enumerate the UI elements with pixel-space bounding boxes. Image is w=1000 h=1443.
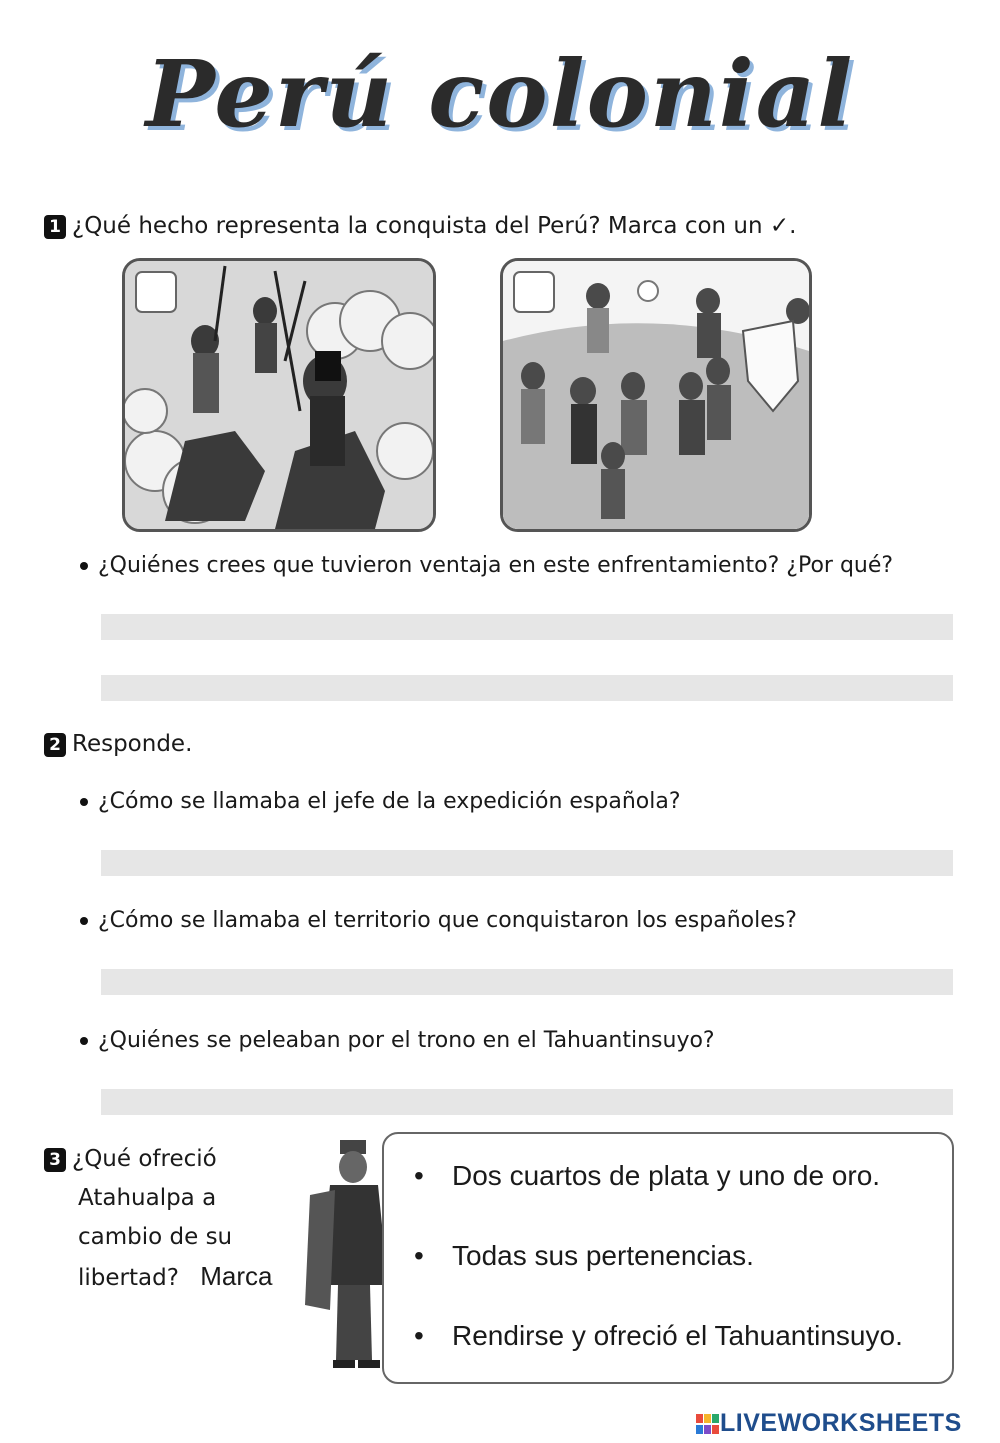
q3-line: ¿Qué ofreció: [72, 1146, 217, 1172]
q3-line: cambio de su: [78, 1224, 233, 1250]
answer-line-q1-a[interactable]: [101, 614, 953, 640]
liveworksheets-logo: [696, 1409, 996, 1439]
question-3: [44, 1140, 294, 1298]
answer-line-q2-1[interactable]: [101, 850, 953, 876]
conquest-illustration: [500, 258, 812, 532]
question-1-text: ¿Qué hecho representa la conquista del Perú? Marca con un ✓.: [72, 213, 797, 239]
q3-option-text: Rendirse y ofreció el Tahuantinsuyo.: [452, 1320, 903, 1351]
q3-line: libertad?: [78, 1265, 179, 1291]
question-number-2: 2: [44, 733, 66, 757]
bullet-icon: [80, 917, 88, 925]
option-bullet: •: [414, 1240, 424, 1271]
q3-option[interactable]: [414, 1320, 903, 1352]
q1-follow-up-text: ¿Quiénes crees que tuvieron ventaja en este enfrentamiento? ¿Por qué?: [98, 553, 894, 578]
brand-name: LIVEWORKSHEETS: [720, 1409, 962, 1437]
q3-line: Atahualpa a: [78, 1185, 217, 1211]
marca-label: Marca: [200, 1261, 273, 1291]
answer-line-q2-2[interactable]: [101, 969, 953, 995]
q2-item-text: ¿Cómo se llamaba el jefe de la expedición española?: [98, 789, 681, 814]
q2-item: [80, 1028, 715, 1053]
bullet-icon: [80, 798, 88, 806]
q3-option[interactable]: [414, 1160, 880, 1192]
liveworksheets-logo-icon: [696, 1412, 720, 1436]
question-number-3: 3: [44, 1148, 66, 1172]
answer-line-q1-b[interactable]: [101, 675, 953, 701]
question-number-1: 1: [44, 215, 66, 239]
bullet-icon: [80, 1037, 88, 1045]
q1-follow-up: [80, 553, 893, 578]
page-title: Perú colonial: [145, 40, 855, 148]
q3-option[interactable]: [414, 1240, 754, 1272]
question-2-text: Responde.: [72, 731, 193, 757]
battle-illustration: [122, 258, 436, 532]
bullet-icon: [80, 562, 88, 570]
option-bullet: •: [414, 1160, 424, 1191]
answer-line-q2-3[interactable]: [101, 1089, 953, 1115]
q3-option-text: Dos cuartos de plata y uno de oro.: [452, 1160, 881, 1191]
option-bullet: •: [414, 1320, 424, 1351]
q2-item-text: ¿Cómo se llamaba el territorio que conquistaron los españoles?: [98, 908, 797, 933]
question-2: [44, 731, 192, 757]
q2-item: [80, 908, 797, 933]
q2-item: [80, 789, 681, 814]
checkbox-battle[interactable]: [135, 271, 177, 313]
q3-option-text: Todas sus pertenencias.: [452, 1240, 754, 1271]
q2-item-text: ¿Quiénes se peleaban por el trono en el Tahuantinsuyo?: [98, 1028, 715, 1053]
checkbox-conquest[interactable]: [513, 271, 555, 313]
question-1: [44, 213, 796, 239]
